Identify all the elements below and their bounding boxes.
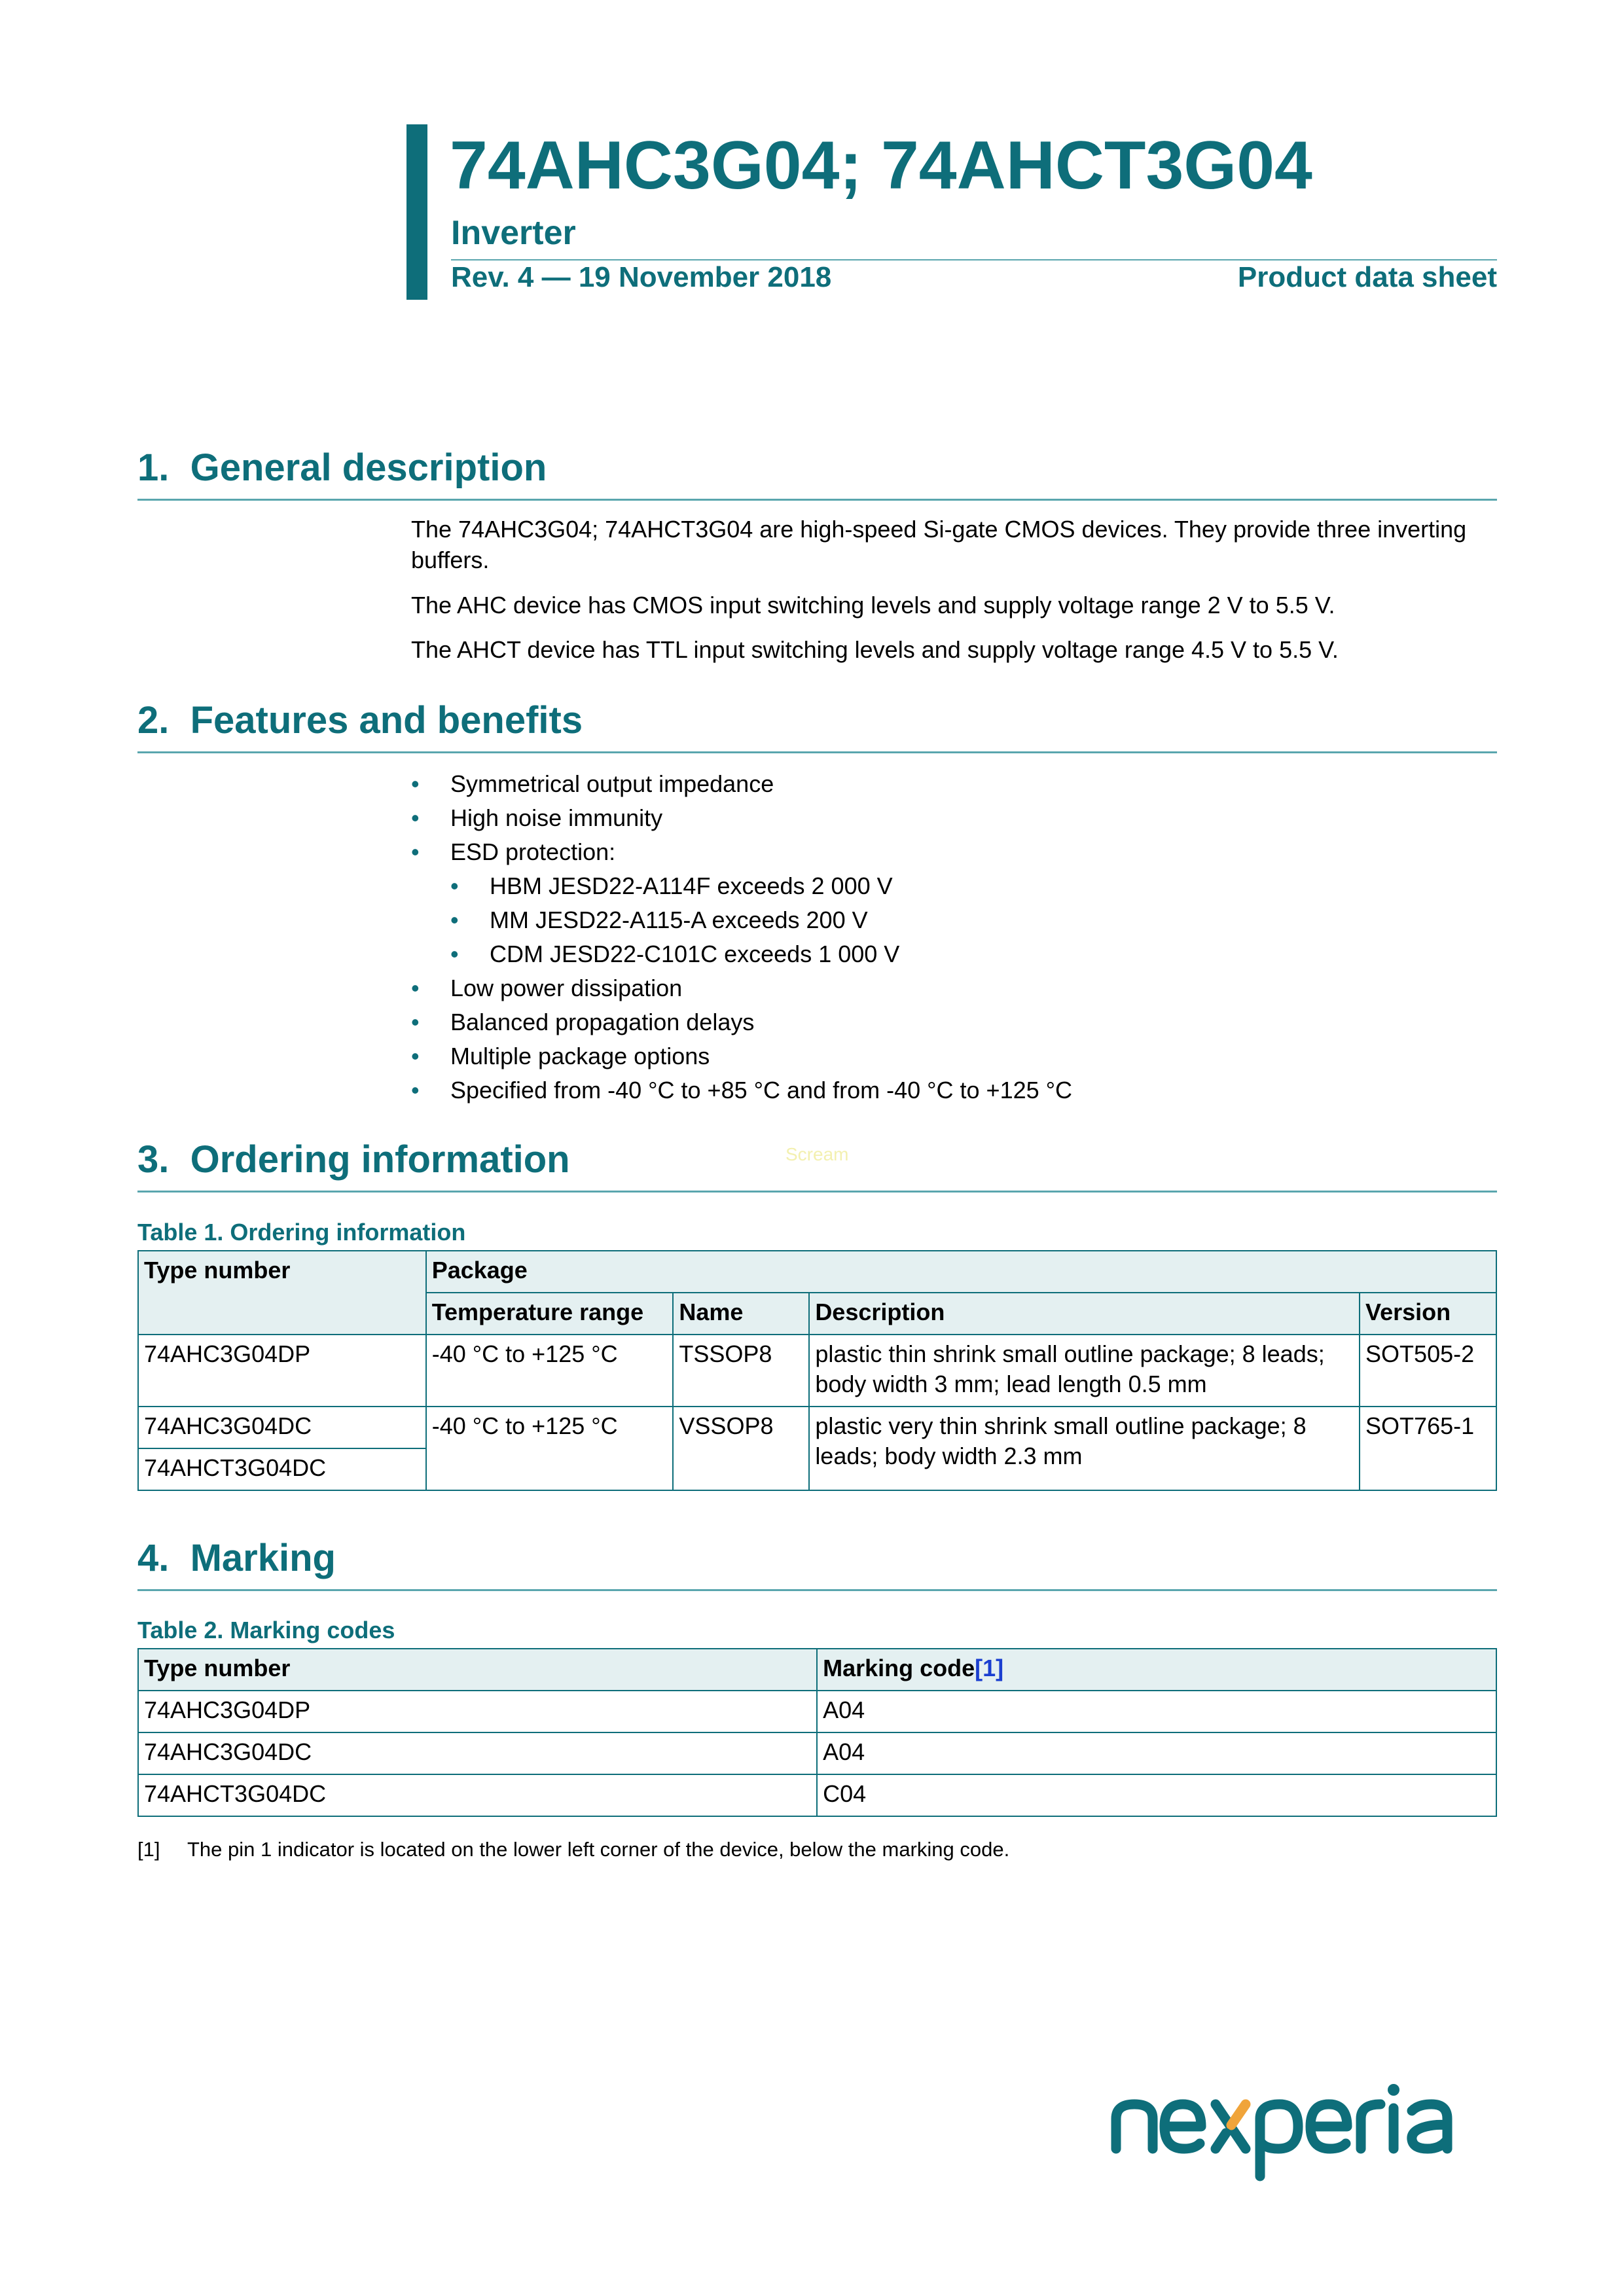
features-list-container [411, 767, 1485, 1107]
cell-marking-code: A04 [817, 1691, 1496, 1732]
section-heading-features [137, 698, 1497, 753]
table-row [138, 1691, 1496, 1732]
header-version: Version [1360, 1293, 1496, 1335]
cell-type-number: 74AHC3G04DP [138, 1691, 817, 1732]
nexperia-logo [1110, 2078, 1502, 2186]
paragraph: The 74AHC3G04; 74AHCT3G04 are high-speed Si-gate CMOS devices. They provide three inverting buffers. [411, 516, 1467, 573]
cell-version: SOT505-2 [1360, 1335, 1496, 1407]
footnote-text: The pin 1 indicator is located on the lower left corner of the device, below the marking code. [187, 1838, 1010, 1861]
features-list [411, 767, 1485, 1107]
bullet-icon: • [411, 975, 420, 1001]
ordering-table [137, 1250, 1497, 1491]
cell-type-number: 74AHCT3G04DC [138, 1774, 817, 1816]
cell-type-number: 74AHC3G04DP [138, 1335, 426, 1407]
watermark-text: Scream [785, 1144, 849, 1164]
section-heading-marking [137, 1535, 1497, 1591]
section-heading-general-description [137, 445, 1497, 501]
marking-table [137, 1648, 1497, 1817]
list-item: • High noise immunity [411, 801, 1485, 835]
table-row [138, 1732, 1496, 1774]
cell-marking-code: C04 [817, 1774, 1496, 1816]
table-caption: Table 1. Ordering information [137, 1219, 466, 1246]
footnote-link[interactable]: [1] [975, 1655, 1004, 1681]
table-row [138, 1407, 1496, 1448]
cell-description: plastic very thin shrink small outline package; 8 leads; body width 2.3 mm [809, 1407, 1360, 1490]
header-marking-code: Marking code[1] [817, 1649, 1496, 1691]
section-title: 4. Marking [137, 1537, 336, 1579]
general-description-body [411, 514, 1485, 680]
cell-type-number: 74AHC3G04DC [138, 1732, 817, 1774]
table-footnote [137, 1838, 1009, 1861]
section-title: 1. General description [137, 446, 547, 489]
document-title: 74AHC3G04; 74AHCT3G04 [450, 128, 1312, 204]
revision-info: Rev. 4 — 19 November 2018 [451, 261, 832, 293]
bullet-icon: • [411, 770, 420, 797]
list-item: • Low power dissipation [411, 971, 1485, 1005]
bullet-icon: • [411, 838, 420, 865]
cell-description: plastic thin shrink small outline package; 8 leads; body width 3 mm; lead length 0.5 mm [809, 1335, 1360, 1407]
table-header-row [138, 1251, 1496, 1293]
list-item: • Balanced propagation delays [411, 1005, 1485, 1039]
bullet-icon: • [450, 906, 459, 933]
cell-version: SOT765-1 [1360, 1407, 1496, 1490]
bullet-icon: • [411, 1077, 420, 1103]
list-sub-item: • CDM JESD22-C101C exceeds 1 000 V [411, 937, 1485, 971]
table-caption: Table 2. Marking codes [137, 1617, 395, 1643]
cell-temperature-range: -40 °C to +125 °C [426, 1407, 674, 1490]
header-name: Name [673, 1293, 809, 1335]
paragraph: The AHC device has CMOS input switching levels and supply voltage range 2 V to 5.5 V. [411, 591, 1335, 619]
list-sub-item: • HBM JESD22-A114F exceeds 2 000 V [411, 869, 1485, 903]
table-row [138, 1335, 1496, 1407]
header-type-number: Type number [138, 1649, 817, 1691]
header-type-number: Type number [138, 1251, 426, 1335]
table-header-row [138, 1649, 1496, 1691]
document-subtitle: Inverter [451, 214, 576, 252]
bullet-icon: • [450, 941, 459, 967]
table-row [138, 1774, 1496, 1816]
list-sub-item: • MM JESD22-A115-A exceeds 200 V [411, 903, 1485, 937]
list-item: • Multiple package options [411, 1039, 1485, 1073]
cell-name: VSSOP8 [673, 1407, 809, 1490]
bullet-icon: • [411, 1009, 420, 1035]
footnote-number: [1] [137, 1838, 160, 1861]
bullet-icon: • [411, 804, 420, 831]
header-description: Description [809, 1293, 1360, 1335]
bullet-icon: • [411, 1043, 420, 1069]
bullet-icon: • [450, 872, 459, 899]
nexperia-logo-graphic [1110, 2078, 1502, 2183]
section-title: 2. Features and benefits [137, 699, 583, 742]
header-temperature-range: Temperature range [426, 1293, 674, 1335]
document-type: Product data sheet [1237, 261, 1497, 293]
header-accent-bar [406, 124, 427, 300]
list-item: • Symmetrical output impedance [411, 767, 1485, 801]
cell-type-number: 74AHC3G04DC [138, 1407, 426, 1448]
list-item: • Specified from -40 °C to +85 °C and from -40 °C to +125 °C [411, 1073, 1485, 1107]
section-title: 3. Ordering information [137, 1138, 570, 1181]
header-package: Package [426, 1251, 1496, 1293]
cell-temperature-range: -40 °C to +125 °C [426, 1335, 674, 1407]
paragraph: The AHCT device has TTL input switching levels and supply voltage range 4.5 V to 5.5 V. [411, 636, 1339, 664]
cell-marking-code: A04 [817, 1732, 1496, 1774]
cell-type-number: 74AHCT3G04DC [138, 1448, 426, 1490]
cell-name: TSSOP8 [673, 1335, 809, 1407]
list-item: • ESD protection: [411, 835, 1485, 869]
